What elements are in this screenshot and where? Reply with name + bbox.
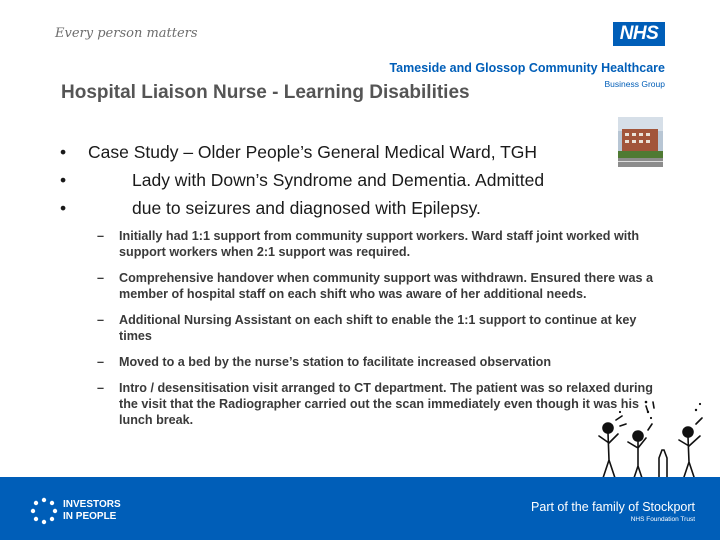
iip-line-2: IN PEOPLE xyxy=(63,511,117,522)
bullet-marker: • xyxy=(60,170,67,190)
sub-bullet-marker: – xyxy=(97,381,105,395)
investors-in-people-logo xyxy=(30,497,58,525)
org-name: Tameside and Glossop Community Healthcare xyxy=(389,61,665,75)
main-bullet xyxy=(60,194,544,222)
nhs-logo: NHS xyxy=(613,22,665,46)
sub-bullet-text: Additional Nursing Assistant on each shift to enable the 1:1 support to continue at key times xyxy=(119,313,637,343)
sub-bullet xyxy=(97,312,672,344)
slide-title: Hospital Liaison Nurse - Learning Disabilities xyxy=(61,82,470,103)
bullet-marker: • xyxy=(60,198,67,218)
bullet-text: Case Study – Older People’s General Medical Ward, TGH xyxy=(88,142,538,162)
bullet-text: Lady with Down’s Syndrome and Dementia. Admitted xyxy=(132,170,545,190)
hospital-photo-image xyxy=(618,117,663,167)
trust-text: NHS Foundation Trust xyxy=(630,516,695,523)
hospital-photo xyxy=(618,117,663,167)
sub-bullet-list xyxy=(97,228,672,438)
iip-line-1: INVESTORS xyxy=(63,499,121,510)
bullet-marker: • xyxy=(60,142,67,162)
bullet-text: due to seizures and diagnosed with Epilepsy. xyxy=(132,198,481,218)
sub-bullet xyxy=(97,380,672,428)
investors-in-people-icon xyxy=(30,497,58,525)
investors-in-people-text xyxy=(63,499,121,523)
main-bullet xyxy=(60,138,544,166)
sub-bullet xyxy=(97,354,672,370)
sub-bullet-marker: – xyxy=(97,229,105,243)
org-subtitle: Business Group xyxy=(604,79,665,89)
sub-bullet xyxy=(97,270,672,302)
main-bullet-list xyxy=(60,138,544,222)
sub-bullet-text: Comprehensive handover when community support was withdrawn. Ensured there was a member of hospital staff on each shift who was aware of her additional needs. xyxy=(119,271,653,301)
sub-bullet-text: Moved to a bed by the nurse’s station to facilitate increased observation xyxy=(119,355,552,369)
main-bullet xyxy=(60,166,544,194)
sub-bullet-marker: – xyxy=(97,271,105,285)
sub-bullet-marker: – xyxy=(97,355,105,369)
family-text: Part of the family of Stockport xyxy=(531,500,695,514)
sub-bullet-text: Initially had 1:1 support from community support workers. Ward staff joint worked with support workers when 2:1 support was required. xyxy=(119,229,640,259)
sub-bullet xyxy=(97,228,672,260)
sub-bullet-marker: – xyxy=(97,313,105,327)
sub-bullet-text: Intro / desensitisation visit arranged to CT department. The patient was so relaxed during the visit that the Radiographer carried out the scan immediately even though it was his lunch break. xyxy=(119,381,653,427)
tagline: Every person matters xyxy=(55,26,198,41)
